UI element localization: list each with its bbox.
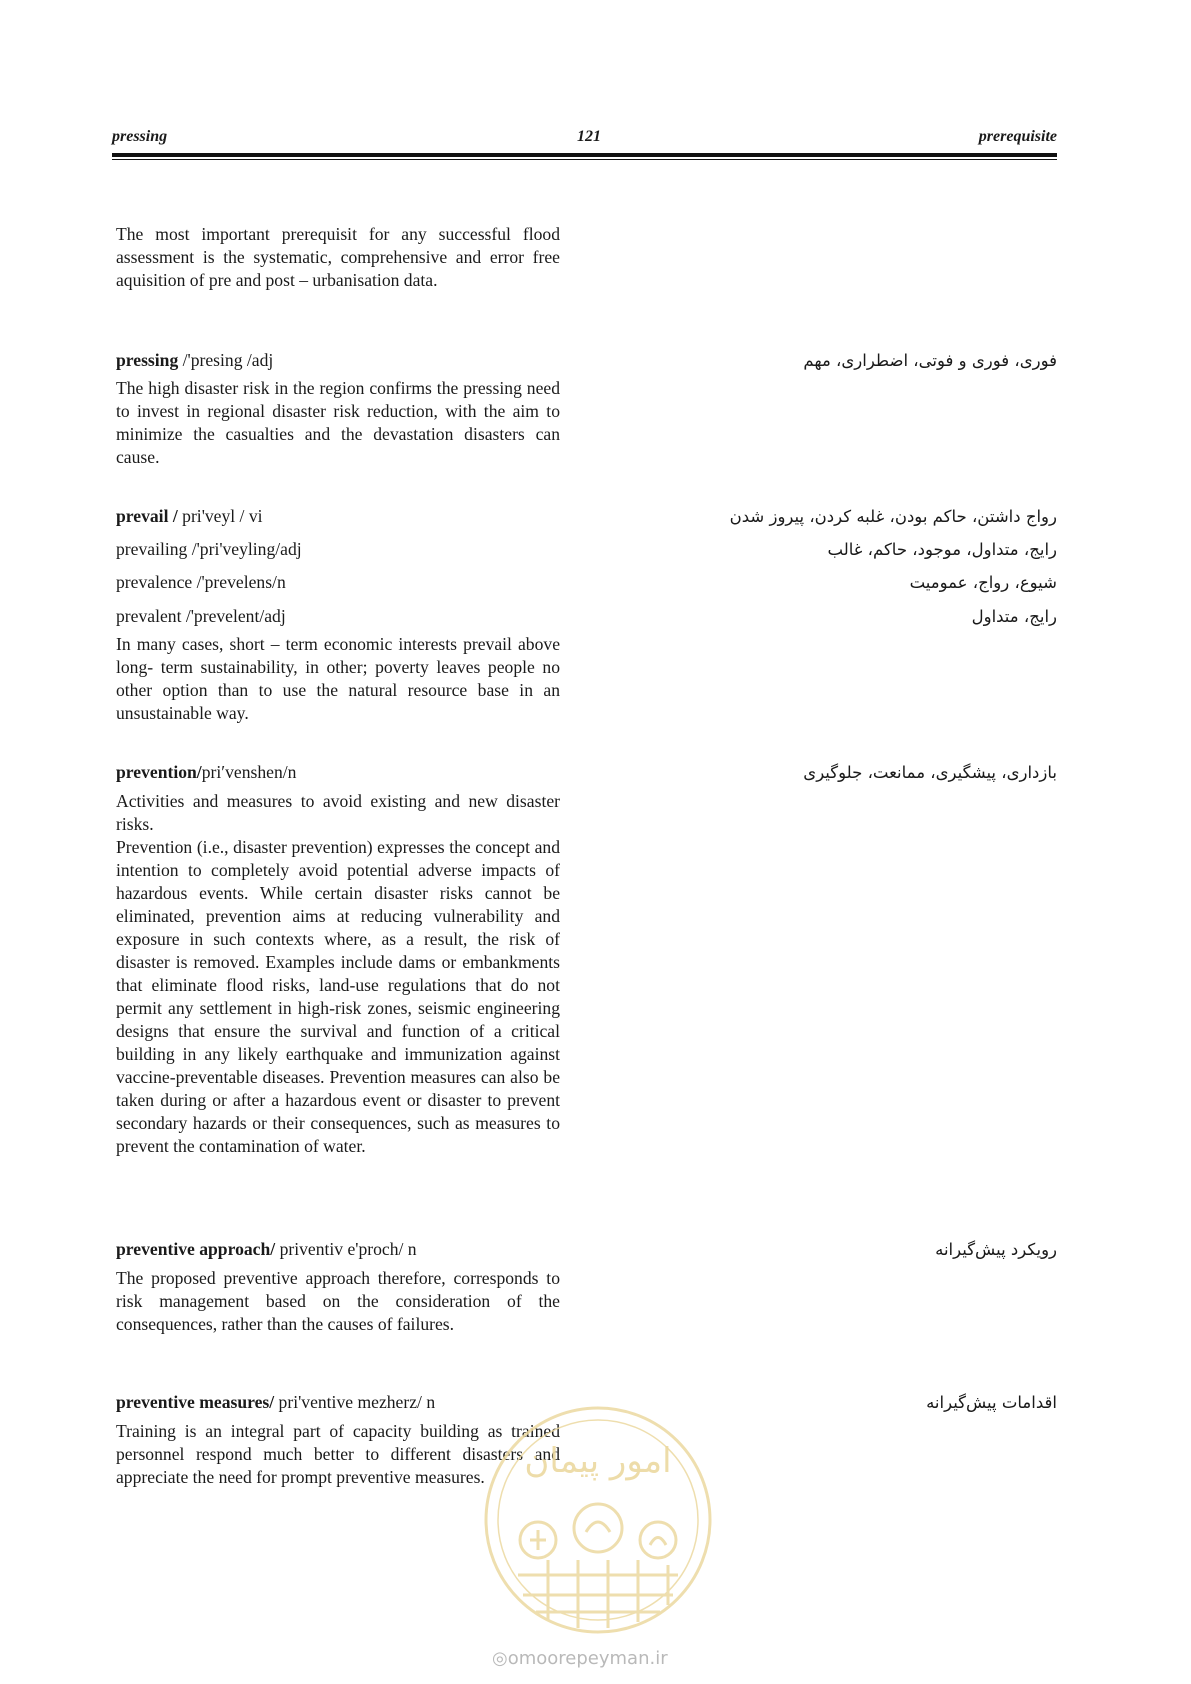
watermark-url [492, 1648, 668, 1669]
intro-example: The most important prerequisit for any successful flood assessment is the systematic, comprehensive and error free aquisition of pre and post – urbanisation data. [116, 224, 560, 290]
headword: pressing [116, 350, 179, 370]
entry-prevention-explanation: Prevention (i.e., disaster prevention) expresses the concept and intention to completely avoid potential adverse impacts of hazardous events. While certain disaster risks cannot be eliminated, prevention aims at reducing vulnerability and exposure in such contexts where, as a result, the risk of disaster is removed. Examples include dams or embankments that eliminate flood risks, land-use regulations that do not permit any settlement in high-risk zones, seismic engineering designs that ensure the survival and function of a critical building in any likely earthquake and immunization against vaccine-preventable diseases. Prevention measures can also be taken during or after a hazardous event or disaster to prevent secondary hazards or their consequences, such as measures to prevent the contamination of water. [116, 837, 560, 1156]
entry-prevalent: prevalent /'prevelent/adj [116, 606, 286, 626]
svg-text:امور پیمان: امور پیمان [524, 1441, 672, 1481]
entry-pressing-example: The high disaster risk in the region confirms the pressing need to invest in regional disaster risk reduction, with the aim to minimize the casualties and the devastation disasters can cause. [116, 378, 560, 467]
entry-preventive-measures-persian: اقدامات پیش‌گیرانه [926, 1393, 1057, 1412]
entry-preventive-measures-headword [116, 1391, 435, 1414]
running-header [112, 128, 1057, 150]
entry-preventive-approach-headword [116, 1238, 417, 1261]
entry-prevalent-persian: رایج، متداول [971, 607, 1057, 626]
watermark-seal-logo [478, 1400, 718, 1640]
globe-icon: ◎ [492, 1648, 508, 1669]
entry-prevention-persian: بازداری، پیشگیری، ممانعت، جلوگیری [803, 763, 1057, 782]
headword: preventive approach/ [116, 1239, 276, 1259]
entry-prevail-persian: رواج داشتن، حاکم بودن، غلبه کردن، پیروز شدن [729, 507, 1057, 526]
header-first-word: pressing [112, 128, 168, 145]
headword: preventive measures/ [116, 1392, 275, 1412]
pronunciation: /'presing /adj [178, 350, 274, 370]
entry-prevail-headword [116, 505, 263, 528]
entry-pressing-persian: فوری، فوری و فوتی، اضطراری، مهم [803, 351, 1057, 370]
pronunciation: pri'ventive mezherz/ n [274, 1392, 436, 1412]
entry-prevention-definition: Activities and measures to avoid existing and new disaster risks. [116, 791, 560, 834]
entry-prevailing: prevailing /'pri'veyling/adj [116, 539, 302, 559]
header-rule-thick [112, 153, 1057, 157]
headword: prevail / [116, 506, 178, 526]
entry-preventive-approach-example: The proposed preventive approach therefore, corresponds to risk management based on the consideration of the consequences, rather than the causes of failures. [116, 1268, 560, 1334]
watermark-url-text: omoorepeyman.ir [507, 1648, 668, 1669]
entry-pressing-headword [116, 349, 273, 372]
header-last-word: prerequisite [978, 128, 1057, 145]
headword: prevention/ [116, 762, 202, 782]
entry-preventive-approach-persian: رویکرد پیش‌گیرانه [935, 1240, 1057, 1259]
entry-preventive-measures-example: Training is an integral part of capacity building as trained personnel respond much better to different disasters and appreciate the need for prompt preventive measures. [116, 1421, 560, 1487]
entry-prevalence: prevalence /'prevelens/n [116, 572, 286, 592]
header-rule-thin [112, 159, 1057, 160]
pronunciation: priventiv e'proch/ n [275, 1239, 417, 1259]
entry-prevail-example: In many cases, short – term economic interests prevail above long- term sustainability, in other; poverty leaves people no other option than to use the natural resource base in an unsustainable way. [116, 634, 560, 723]
entry-prevention-headword [116, 761, 296, 784]
pronunciation: pri′venshen/n [201, 762, 297, 782]
entry-prevailing-persian: رایج، متداول، موجود، حاکم، غالب [827, 540, 1057, 559]
pronunciation: pri'veyl / vi [177, 506, 263, 526]
page-number: 121 [577, 128, 601, 145]
entry-prevalence-persian: شیوع، رواج، عمومیت [909, 573, 1057, 592]
